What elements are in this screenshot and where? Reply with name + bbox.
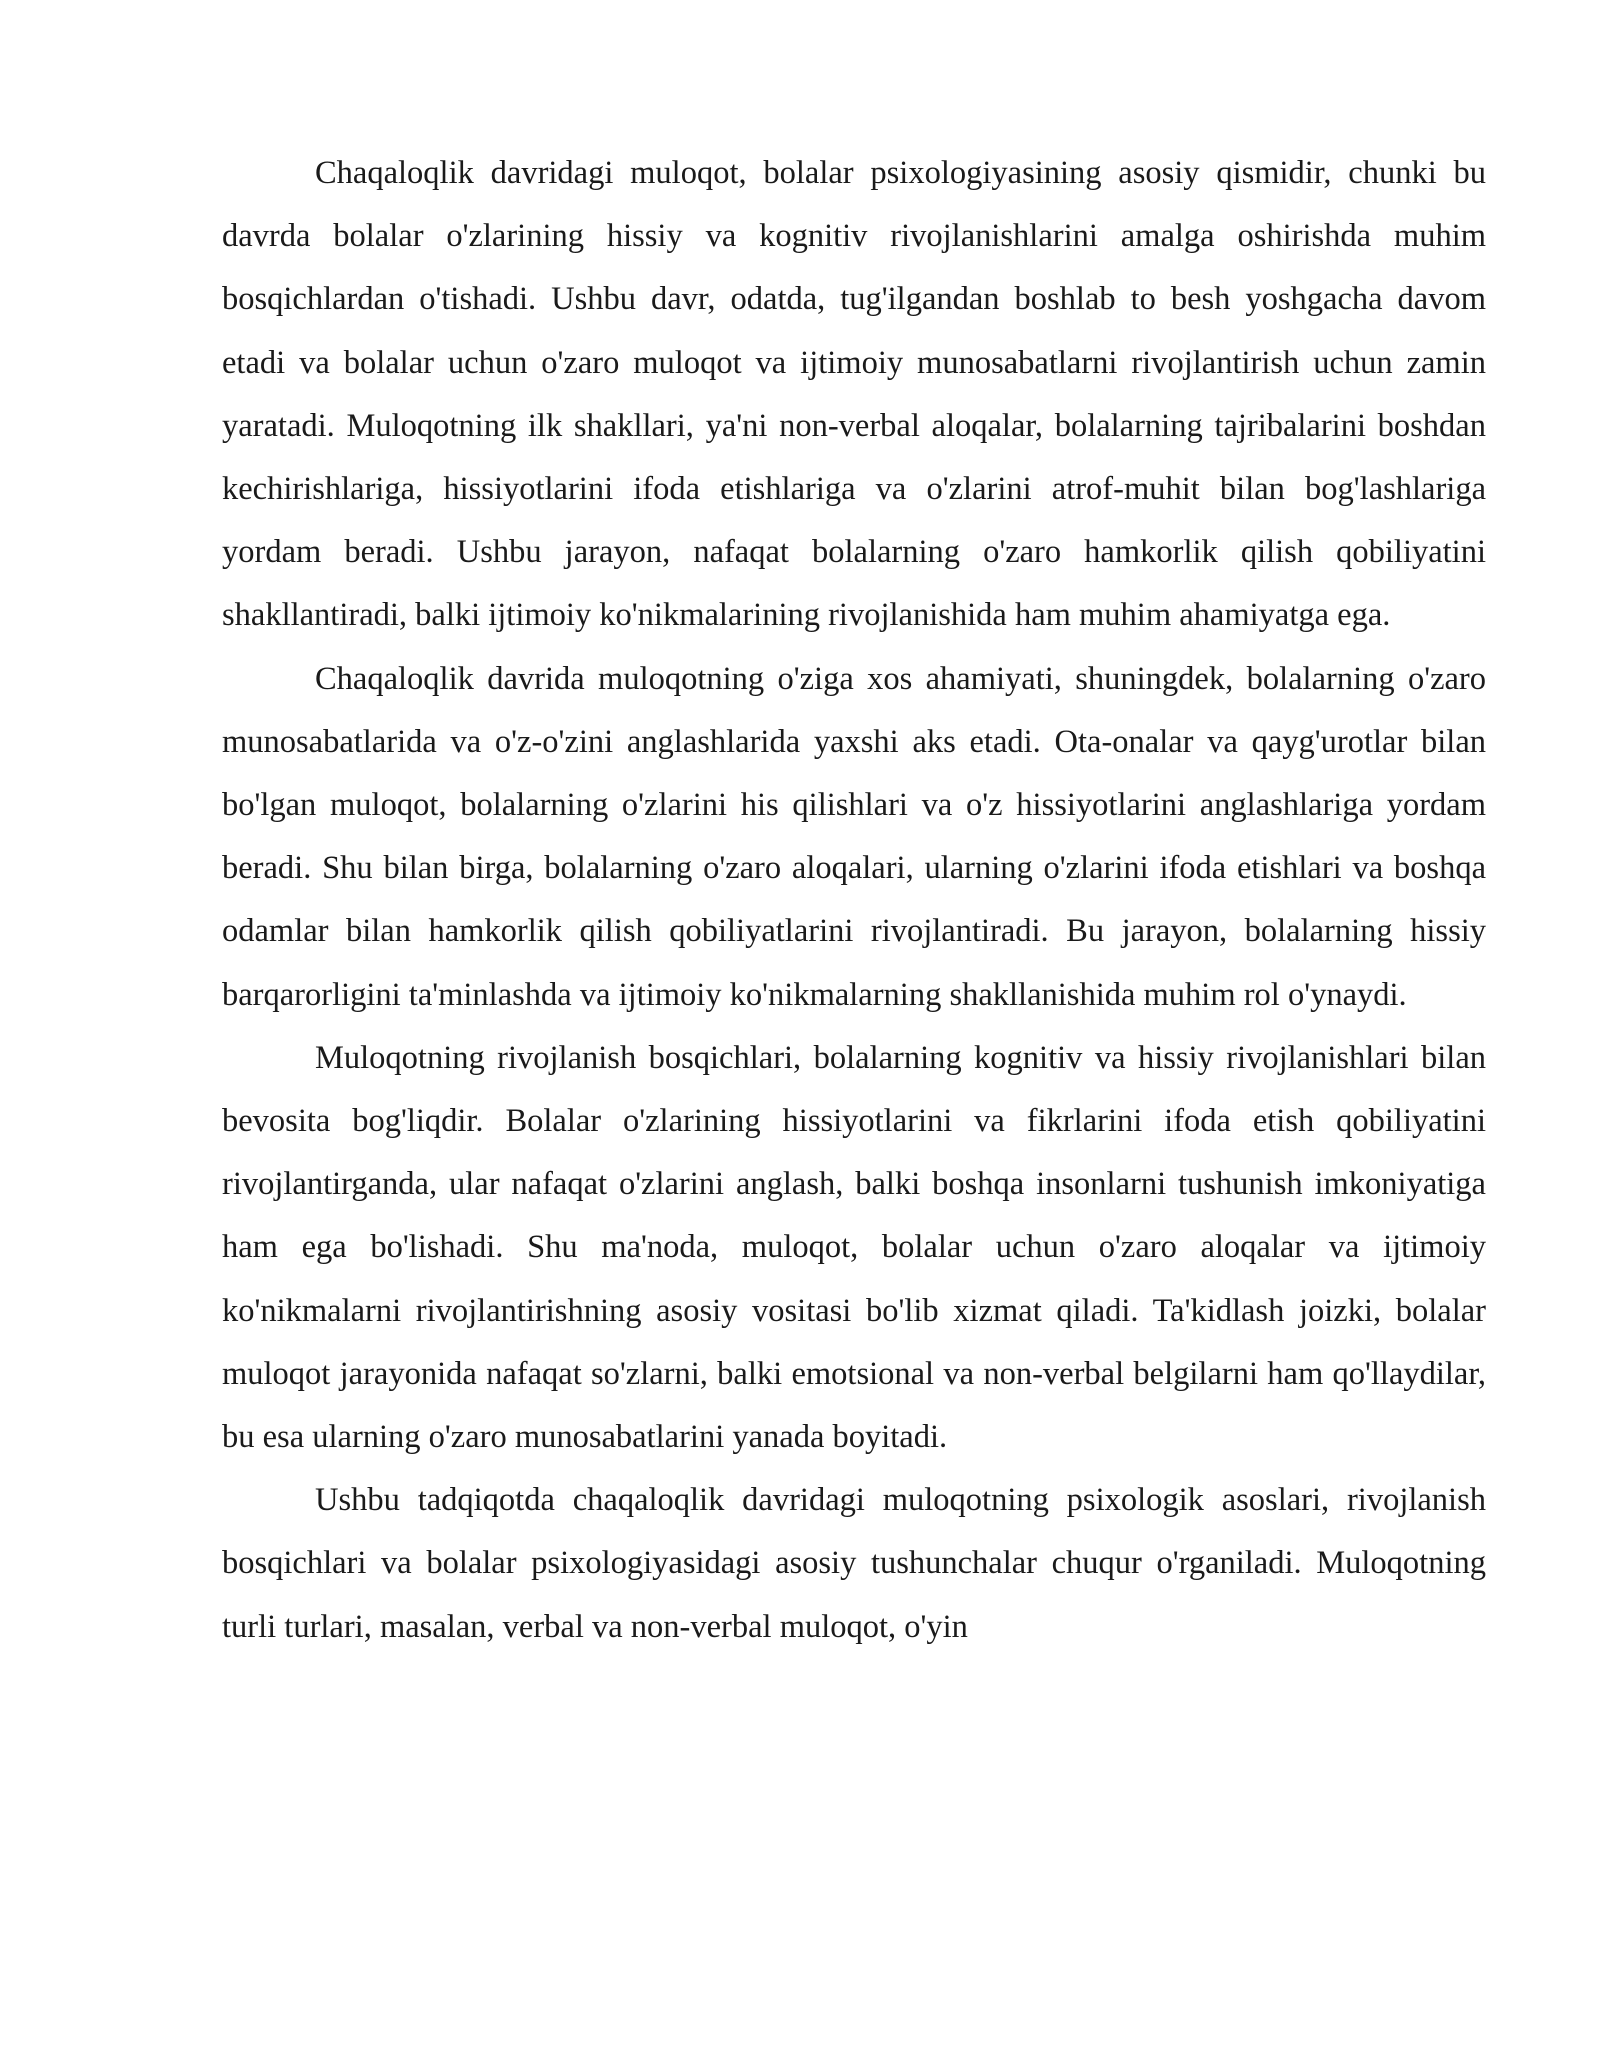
paragraph-3: Muloqotning rivojlanish bosqichlari, bolalarning kognitiv va hissiy rivojlanishlari bilan bevosita bog'liqdir. Bolalar o'zlarining hissiyotlarini va fikrlarini ifoda etish qobiliyatini rivojlantirganda, ular nafaqat o'zlarini anglash, balki boshqa insonlarni tushunish imkoniyatiga ham ega bo'lishadi. Shu ma'noda, muloqot, bolalar uchun o'zaro aloqalar va ijtimoiy ko'nikmalarni rivojlantirishning asosiy vositasi bo'lib xizmat qiladi. Ta'kidlash joizki, bolalar muloqot jarayonida nafaqat so'zlarni, balki emotsional va non-verbal belgilarni ham qo'llaydilar, bu esa ularning o'zaro munosabatlarini yanada boyitadi.: [222, 1039, 1486, 1456]
paragraph-4: Ushbu tadqiqotda chaqaloqlik davridagi muloqotning psixologik asoslari, rivojlanish bosqichlari va bolalar psixologiyasidagi asosiy tushunchalar chuqur o'rganiladi. Muloqotning turli turlari, masalan, verbal va non-verbal muloqot, o'yin: [222, 1482, 1486, 1645]
paragraph-2: Chaqaloqlik davrida muloqotning o'ziga xos ahamiyati, shuningdek, bolalarning o'zaro munosabatlarida va o'z-o'zini anglashlarida yaxshi aks etadi. Ota-onalar va qayg'urotlar bilan bo'lgan muloqot, bolalarning o'zlarini his qilishlari va o'z hissiyotlarini anglashlariga yordam beradi. Shu bilan birga, bolalarning o'zaro aloqalari, ularning o'zlarini ifoda etishlari va boshqa odamlar bilan hamkorlik qilish qobiliyatlarini rivojlantiradi. Bu jarayon, bolalarning hissiy barqarorligini ta'minlashda va ijtimoiy ko'nikmalarning shakllanishida muhim rol o'ynaydi.: [222, 660, 1486, 1013]
paragraph-1: Chaqaloqlik davridagi muloqot, bolalar psixologiyasining asosiy qismidir, chunki bu davrda bolalar o'zlarining hissiy va kognitiv rivojlanishlarini amalga oshirishda muhim bosqichlardan o'tishadi. Ushbu davr, odatda, tug'ilgandan boshlab to besh yoshgacha davom etadi va bolalar uchun o'zaro muloqot va ijtimoiy munosabatlarni rivojlantirish uchun zamin yaratadi. Muloqotning ilk shakllari, ya'ni non-verbal aloqalar, bolalarning tajribalarini boshdan kechirishlariga, hissiyotlarini ifoda etishlariga va o'zlarini atrof-muhit bilan bog'lashlariga yordam beradi. Ushbu jarayon, nafaqat bolalarning o'zaro hamkorlik qilish qobiliyatini shakllantiradi, balki ijtimoiy ko'nikmalarining rivojlanishida ham muhim ahamiyatga ega.: [222, 155, 1486, 634]
body-text: [222, 142, 1486, 1659]
